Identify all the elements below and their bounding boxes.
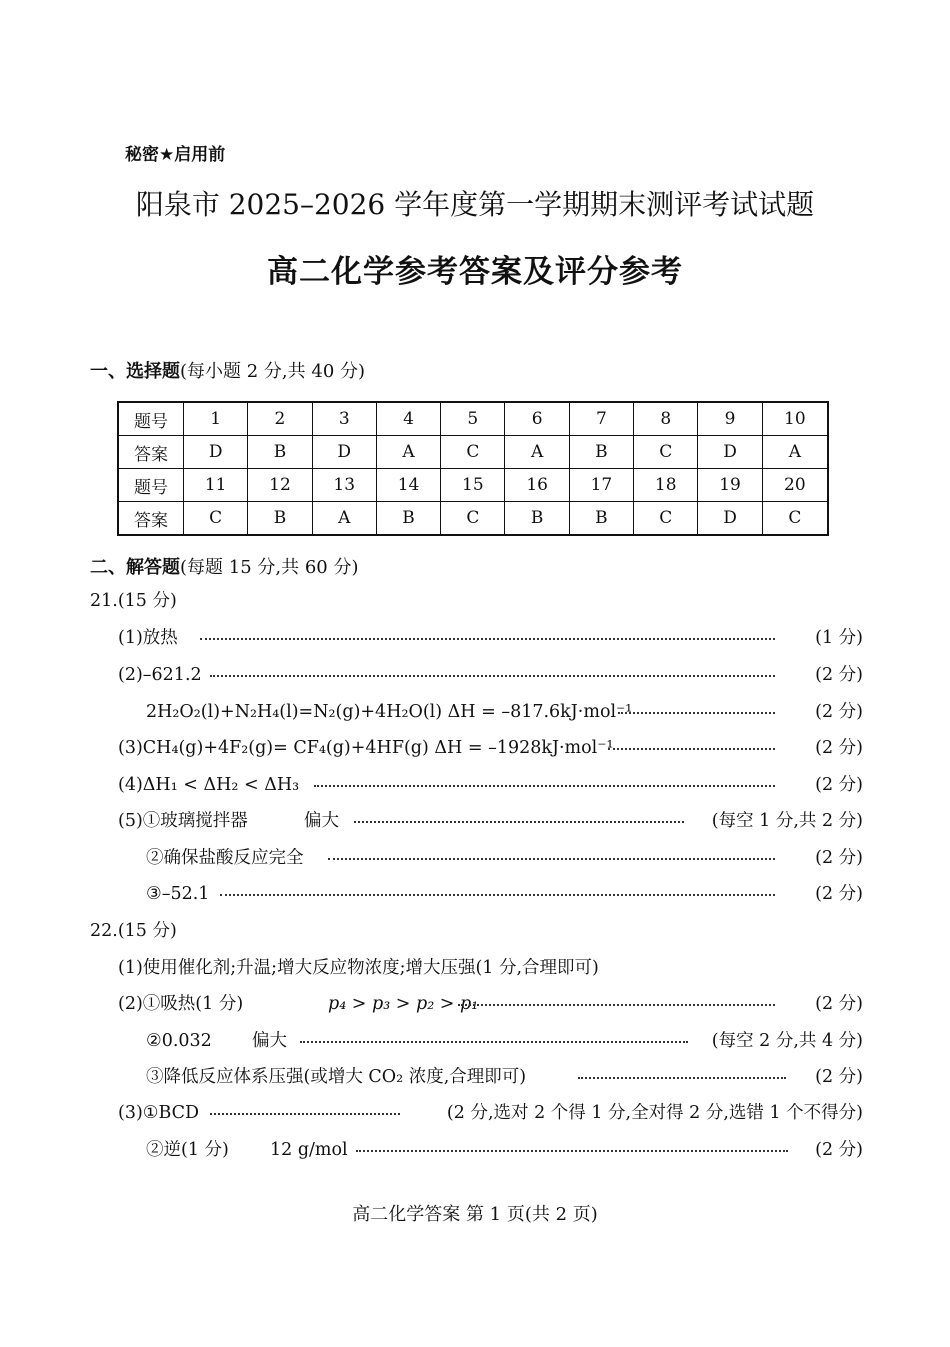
score-text: (2 分) <box>815 1067 863 1087</box>
exam-title: 阳泉市 2025–2026 学年度第一学期期末测评考试试题 <box>135 188 815 221</box>
table-cell: B <box>505 502 569 536</box>
leader-dots <box>210 675 775 677</box>
table-row-answers-1 <box>118 436 828 469</box>
score-text: (2 分) <box>815 738 863 758</box>
q22-item-3-2 <box>146 1137 863 1163</box>
pressure-order: p₄ > p₃ > p₂ > p₁ <box>328 994 479 1014</box>
table-cell: B <box>248 502 312 536</box>
leader-dots <box>618 712 775 714</box>
q21-item-4 <box>118 772 863 798</box>
answer-text: (2)①吸热(1 分) <box>118 994 244 1014</box>
table-cell: 4 <box>376 402 440 436</box>
q22-item-1 <box>118 955 863 981</box>
table-cell: A <box>376 436 440 469</box>
table-cell: 2 <box>248 402 312 436</box>
table-row-questions-2 <box>118 469 828 502</box>
table-cell: A <box>762 436 828 469</box>
confidential-mark: 秘密★启用前 <box>125 145 226 165</box>
table-cell: 11 <box>184 469 248 502</box>
table-cell: B <box>376 502 440 536</box>
row-label-answer: 答案 <box>118 502 184 536</box>
table-cell: 1 <box>184 402 248 436</box>
table-cell: 19 <box>698 469 762 502</box>
table-row-questions-1 <box>118 402 828 436</box>
answer-text: (1)使用催化剂;升温;增大反应物浓度;增大压强(1 分,合理即可) <box>118 958 599 978</box>
table-cell: 7 <box>569 402 633 436</box>
table-cell: 3 <box>312 402 376 436</box>
leader-dots <box>356 1150 788 1152</box>
table-cell: C <box>441 502 505 536</box>
table-cell: 18 <box>634 469 698 502</box>
table-cell: 6 <box>505 402 569 436</box>
row-label-question: 题号 <box>118 402 184 436</box>
q21-heading-text: 21.(15 分) <box>90 591 177 611</box>
table-cell: C <box>762 502 828 536</box>
section1-label: 一、选择题 <box>90 361 180 382</box>
answer-key-title: 高二化学参考答案及评分参考 <box>267 254 683 290</box>
table-cell: B <box>569 502 633 536</box>
score-text: (每空 2 分,共 4 分) <box>711 1031 863 1051</box>
answer-text-2: 偏大 <box>304 811 339 831</box>
table-cell: 10 <box>762 402 828 436</box>
q21-item-2-equation <box>146 699 863 725</box>
answer-text: (1)放热 <box>118 628 178 648</box>
leader-dots <box>220 894 775 896</box>
table-cell: 15 <box>441 469 505 502</box>
table-cell: B <box>248 436 312 469</box>
answer-text: ③降低反应体系压强(或增大 CO₂ 浓度,合理即可) <box>146 1067 527 1087</box>
answer-text: (5)①玻璃搅拌器 <box>118 811 248 831</box>
score-text: (每空 1 分,共 2 分) <box>711 811 863 831</box>
section1-note: (每小题 2 分,共 40 分) <box>180 361 366 382</box>
table-cell: A <box>312 502 376 536</box>
answer-text: ③–52.1 <box>146 884 210 904</box>
score-text: (2 分) <box>815 702 863 722</box>
table-cell: 16 <box>505 469 569 502</box>
q21-item-5 <box>118 808 863 834</box>
table-row-answers-2 <box>118 502 828 536</box>
score-text: (2 分,选对 2 个得 1 分,全对得 2 分,选错 1 个不得分) <box>446 1103 863 1123</box>
q21-item-5-3 <box>146 881 863 907</box>
score-text: (2 分) <box>815 1140 863 1160</box>
section2-heading <box>90 553 358 579</box>
leader-dots <box>328 858 775 860</box>
row-label-answer: 答案 <box>118 436 184 469</box>
section1-heading <box>90 357 365 383</box>
q21-item-1 <box>118 625 863 651</box>
answer-text: ②逆(1 分) <box>146 1140 229 1160</box>
q21-item-5-2 <box>146 845 863 871</box>
answer-text: (2)–621.2 <box>118 665 202 685</box>
score-text: (1 分) <box>815 628 863 648</box>
score-text: (2 分) <box>815 848 863 868</box>
table-cell: 8 <box>634 402 698 436</box>
q21-item-2 <box>118 662 863 688</box>
section2-label: 二、解答题 <box>90 557 180 578</box>
leader-dots <box>314 785 775 787</box>
table-cell: D <box>698 502 762 536</box>
q22-heading-text: 22.(15 分) <box>90 921 177 941</box>
table-cell: B <box>569 436 633 469</box>
page-footer: 高二化学答案 第 1 页(共 2 页) <box>352 1204 598 1225</box>
score-text: (2 分) <box>815 775 863 795</box>
leader-dots <box>608 748 775 750</box>
row-label-question: 题号 <box>118 469 184 502</box>
leader-dots <box>200 638 775 640</box>
section2-note: (每题 15 分,共 60 分) <box>180 557 359 578</box>
q22-item-2-2 <box>146 1028 863 1054</box>
answer-text: ②确保盐酸反应完全 <box>146 848 304 868</box>
table-cell: 17 <box>569 469 633 502</box>
answer-text-2: 偏大 <box>252 1031 287 1051</box>
table-cell: D <box>312 436 376 469</box>
choice-answer-table <box>117 401 829 536</box>
leader-dots <box>458 1004 775 1006</box>
molar-mass: 12 g/mol <box>270 1140 348 1160</box>
table-cell: 13 <box>312 469 376 502</box>
thermochemical-equation: 2H₂O₂(l)+N₂H₄(l)=N₂(g)+4H₂O(l) ΔH = –817.6kJ·mol⁻¹ <box>146 702 633 722</box>
leader-dots <box>578 1077 786 1079</box>
leader-dots <box>210 1113 400 1115</box>
thermochemical-equation: (3)CH₄(g)+4F₂(g)= CF₄(g)+4HF(g) ΔH = –1928kJ·mol⁻¹ <box>118 738 614 758</box>
score-text: (2 分) <box>815 994 863 1014</box>
table-cell: 20 <box>762 469 828 502</box>
q21-item-3 <box>118 735 863 761</box>
table-cell: D <box>698 436 762 469</box>
q22-item-3 <box>118 1100 863 1126</box>
table-cell: C <box>634 502 698 536</box>
answer-text: (3)①BCD <box>118 1103 200 1123</box>
answer-text: (4)ΔH₁ < ΔH₂ < ΔH₃ <box>118 775 300 795</box>
table-cell: 12 <box>248 469 312 502</box>
score-text: (2 分) <box>815 665 863 685</box>
q22-item-2-3 <box>146 1064 863 1090</box>
table-cell: D <box>184 436 248 469</box>
table-cell: 14 <box>376 469 440 502</box>
table-cell: 9 <box>698 402 762 436</box>
score-text: (2 分) <box>815 884 863 904</box>
answer-text: ②0.032 <box>146 1031 212 1051</box>
table-cell: C <box>634 436 698 469</box>
table-cell: A <box>505 436 569 469</box>
table-cell: C <box>184 502 248 536</box>
table-cell: 5 <box>441 402 505 436</box>
leader-dots <box>354 821 684 823</box>
q22-item-2 <box>118 991 863 1017</box>
table-cell: C <box>441 436 505 469</box>
leader-dots <box>300 1041 688 1043</box>
